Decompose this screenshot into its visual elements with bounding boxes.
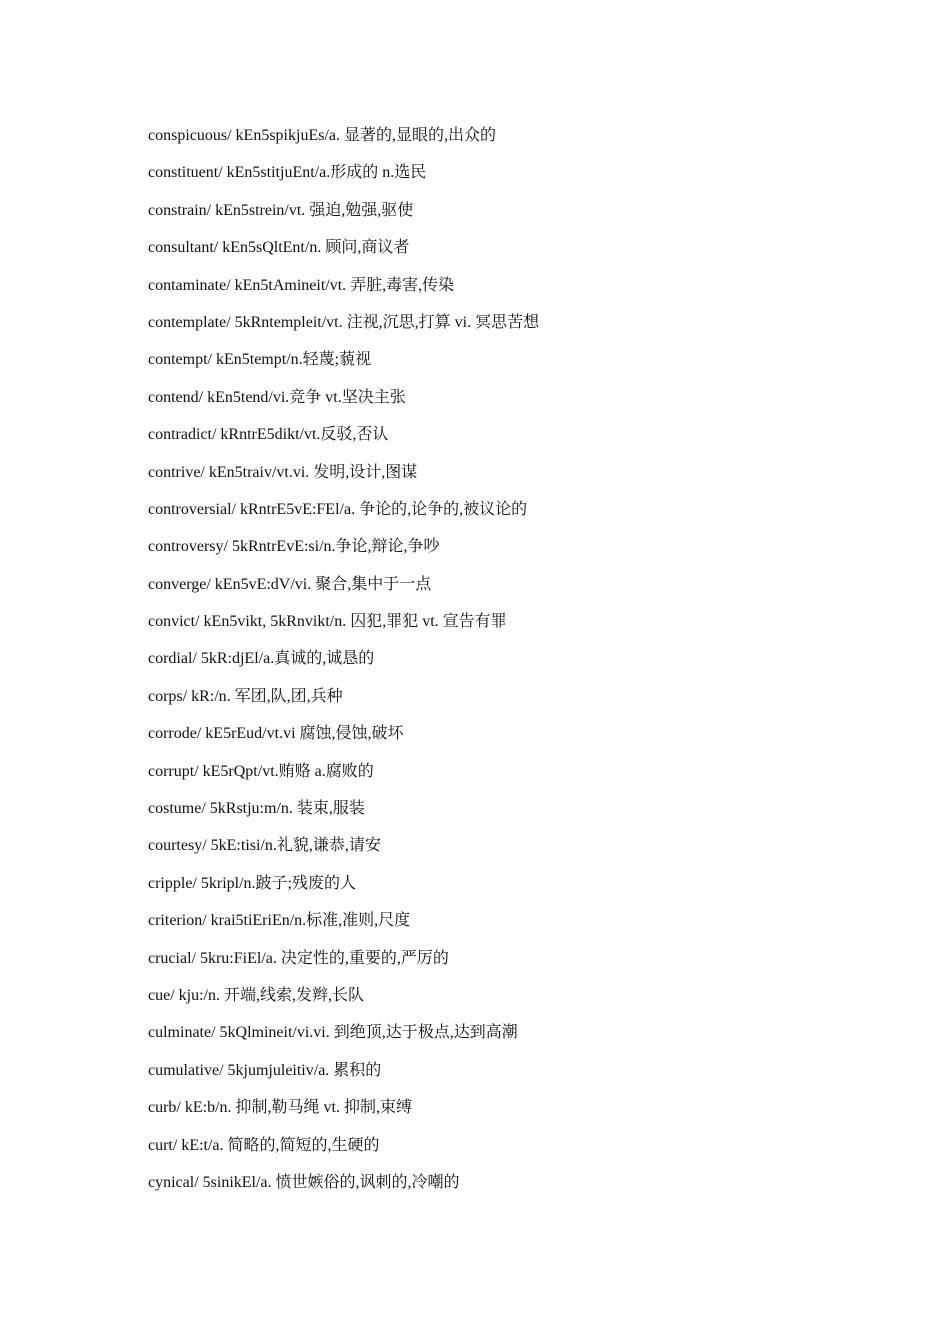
vocabulary-entry: culminate/ 5kQlmineit/vi.vi. 到绝顶,达于极点,达到高潮 xyxy=(148,1024,518,1042)
vocabulary-entry: corrode/ kE5rEud/vt.vi 腐蚀,侵蚀,破坏 xyxy=(148,725,404,743)
vocabulary-entry: converge/ kEn5vE:dV/vi. 聚合,集中于一点 xyxy=(148,575,432,593)
vocabulary-entry: contradict/ kRntrE5dikt/vt.反驳,否认 xyxy=(148,426,389,444)
vocabulary-entry: corps/ kR:/n. 军团,队,团,兵种 xyxy=(148,687,343,705)
vocabulary-entry: crucial/ 5kru:FiEl/a. 决定性的,重要的,严厉的 xyxy=(148,949,449,967)
vocabulary-entry: conspicuous/ kEn5spikjuEs/a. 显著的,显眼的,出众的 xyxy=(148,127,496,144)
vocabulary-entry: cordial/ 5kR:djEl/a.真诚的,诚恳的 xyxy=(148,650,375,668)
vocabulary-entry: criterion/ krai5tiEriEn/n.标准,准则,尺度 xyxy=(148,912,411,930)
vocabulary-entry: curb/ kE:b/n. 抑制,勒马绳 vt. 抑制,束缚 xyxy=(148,1099,412,1117)
vocabulary-list xyxy=(148,124,908,1208)
vocabulary-entry: costume/ 5kRstju:m/n. 装束,服装 xyxy=(148,800,365,818)
vocabulary-entry: consultant/ kEn5sQltEnt/n. 顾问,商议者 xyxy=(148,239,410,257)
vocabulary-entry: contend/ kEn5tend/vi.竞争 vt.坚决主张 xyxy=(148,388,406,406)
vocabulary-entry: contempt/ kEn5tempt/n.轻蔑;藐视 xyxy=(148,351,372,369)
vocabulary-entry: curt/ kE:t/a. 简略的,简短的,生硬的 xyxy=(148,1136,380,1154)
vocabulary-entry: cynical/ 5sinikEl/a. 愤世嫉俗的,讽刺的,冷嘲的 xyxy=(148,1173,460,1191)
vocabulary-entry: constituent/ kEn5stitjuEnt/a.形成的 n.选民 xyxy=(148,164,427,182)
vocabulary-entry: controversy/ 5kRntrEvE:si/n.争论,辩论,争吵 xyxy=(148,538,440,556)
vocabulary-entry: cue/ kju:/n. 开端,线索,发辫,长队 xyxy=(148,986,364,1004)
vocabulary-entry: cumulative/ 5kjumjuleitiv/a. 累积的 xyxy=(148,1061,382,1079)
vocabulary-entry: contaminate/ kEn5tAmineit/vt. 弄脏,毒害,传染 xyxy=(148,276,455,294)
vocabulary-entry: convict/ kEn5vikt, 5kRnvikt/n. 囚犯,罪犯 vt. 宣告有罪 xyxy=(148,613,507,631)
vocabulary-entry: corrupt/ kE5rQpt/vt.贿赂 a.腐败的 xyxy=(148,762,374,780)
vocabulary-entry: contrive/ kEn5traiv/vt.vi. 发明,设计,图谋 xyxy=(148,463,418,481)
vocabulary-entry: cripple/ 5kripl/n.跛子;残废的人 xyxy=(148,874,356,892)
vocabulary-entry: contemplate/ 5kRntempleit/vt. 注视,沉思,打算 vi. 冥思苦想 xyxy=(148,313,540,331)
vocabulary-entry: constrain/ kEn5strein/vt. 强迫,勉强,驱使 xyxy=(148,201,414,219)
vocabulary-entry: controversial/ kRntrE5vE:FEl/a. 争论的,论争的,被议论的 xyxy=(148,500,528,518)
vocabulary-entry: courtesy/ 5kE:tisi/n.礼貌,谦恭,请安 xyxy=(148,837,381,855)
